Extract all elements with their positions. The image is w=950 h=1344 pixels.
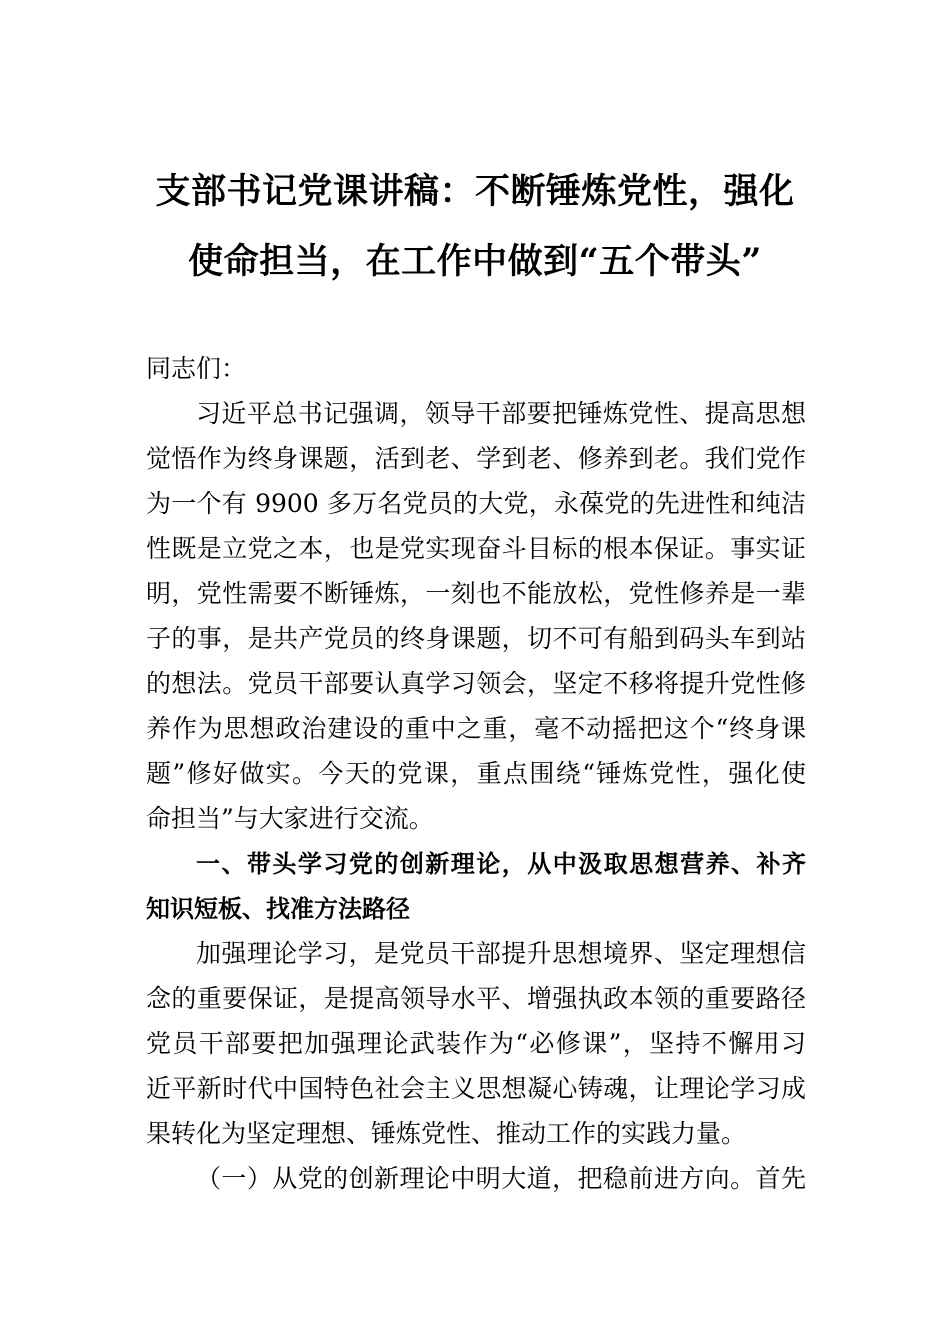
paragraph-2-line: 果转化为坚定理想、锤炼党性、推动工作的实践力量。 <box>146 1119 747 1148</box>
paragraph-2-line: 念的重要保证，是提高领导水平、增强执政本领的重要路径 <box>146 984 806 1013</box>
paragraph-1-line: 养作为思想政治建设的重中之重，毫不动摇把这个“终身课 <box>146 714 806 743</box>
subheading-1-line: （一）从党的创新理论中明大道，把稳前进方向。首先 <box>196 1164 806 1193</box>
paragraph-2-line: 党员干部要把加强理论武装作为“必修课”，坚持不懈用习 <box>146 1029 806 1058</box>
paragraph-1-line: 性既是立党之本，也是党实现奋斗目标的根本保证。事实证 <box>146 534 806 563</box>
paragraph-1-line: 觉悟作为终身课题，活到老、学到老、修养到老。我们党作 <box>146 444 806 473</box>
paragraph-2-line: 近平新时代中国特色社会主义思想凝心铸魂，让理论学习成 <box>146 1074 806 1103</box>
paragraph-2-line: 加强理论学习，是党员干部提升思想境界、坚定理想信 <box>196 939 806 968</box>
paragraph-1-line: 子的事，是共产党员的终身课题，切不可有船到码头车到站 <box>146 624 806 653</box>
paragraph-1-line: 为一个有 9900 多万名党员的大党，永葆党的先进性和纯洁 <box>146 489 806 518</box>
paragraph-1-line: 命担当”与大家进行交流。 <box>146 804 434 833</box>
document-title-line-1: 支部书记党课讲稿：不断锤炼党性，强化 <box>155 171 795 212</box>
paragraph-1-line: 题”修好做实。今天的党课，重点围绕“锤炼党性，强化使 <box>146 759 806 788</box>
section-heading-1-line: 一、带头学习党的创新理论，从中汲取思想营养、补齐 <box>196 850 806 878</box>
section-heading-1-line: 知识短板、找准方法路径 <box>146 895 410 923</box>
salutation: 同志们： <box>146 354 247 383</box>
paragraph-1-line: 习近平总书记强调，领导干部要把锤炼党性、提高思想 <box>196 399 806 428</box>
paragraph-1-line: 明，党性需要不断锤炼，一刻也不能放松，党性修养是一辈 <box>146 579 806 608</box>
paragraph-1-line: 的想法。党员干部要认真学习领会，坚定不移将提升党性修 <box>146 669 806 698</box>
document-title-line-2: 使命担当，在工作中做到“五个带头” <box>188 241 762 282</box>
